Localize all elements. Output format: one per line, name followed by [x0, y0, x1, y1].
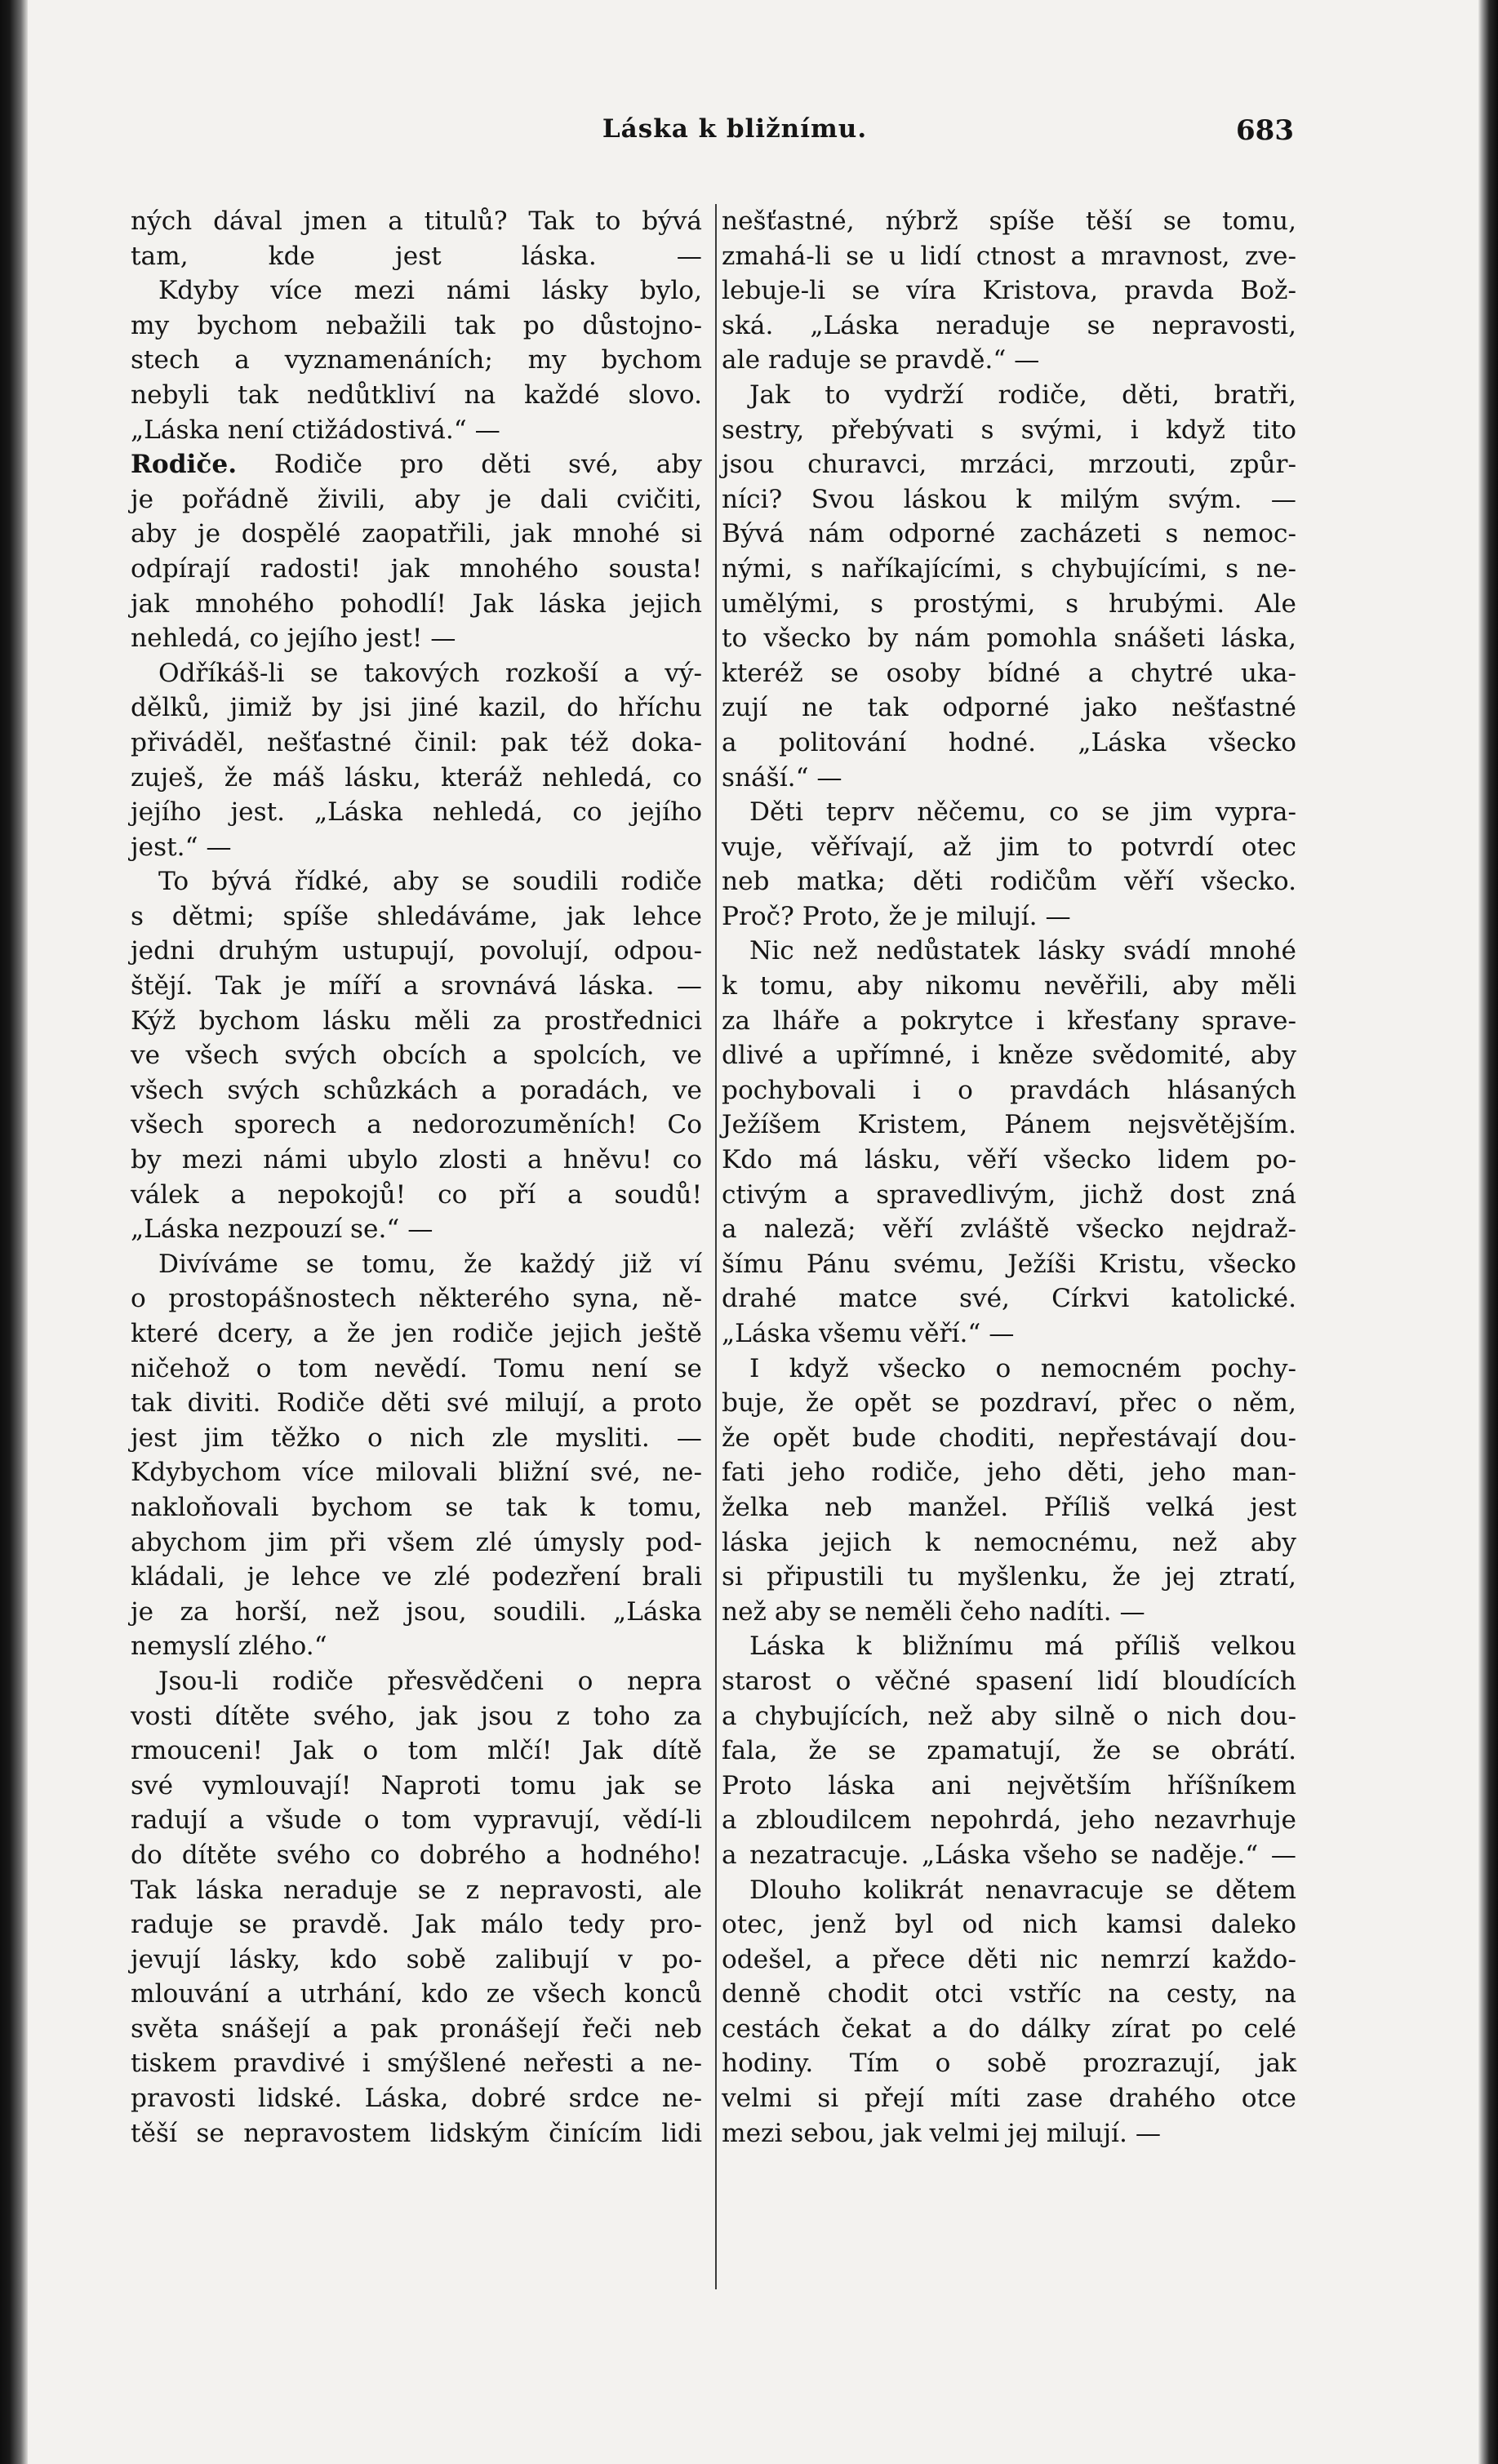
text-line: štějí. Tak je míří a srovnává láska. —	[131, 971, 702, 1001]
text-line: Nic než nedůstatek lásky svádí mnohé	[749, 936, 1296, 966]
text-line	[131, 447, 702, 482]
page-number: 683	[1236, 114, 1294, 147]
text-line: a politování hodné. „Láska všecko	[722, 727, 1296, 757]
text-line: jak mnohého pohodlí! Jak láska jejich	[131, 588, 702, 619]
text-line: „Láska nezpouzí se.“ —	[131, 1214, 433, 1245]
text-line: nehledá, co jejího jest! —	[131, 624, 456, 654]
text-line: Kdyby více mezi námi lásky bylo,	[158, 276, 702, 306]
section-heading: Rodiče.	[131, 450, 238, 480]
text-line: Děti teprv něčemu, co se jim vypra-	[749, 797, 1296, 828]
text-line: jevují lásky, kdo sobě zalibují v po-	[131, 1944, 702, 1974]
text-line: které dcery, a že jen rodiče jejich ještě	[131, 1319, 702, 1348]
text-line: všech sporech a nedorozuměních! Co	[131, 1110, 702, 1140]
line-rest: Rodiče pro děti své, aby	[237, 450, 702, 480]
text-line: jest jim těžko o nich zle mysliti. —	[131, 1423, 702, 1453]
text-line: odpírají radosti! jak mnohého sousta!	[131, 553, 702, 584]
text-line: láska jejich k nemocnému, než aby	[722, 1527, 1296, 1557]
text-line: všech svých schůzkách a poradách, ve	[131, 1075, 702, 1105]
text-line: my bychom nebažili tak po důstojno-	[131, 310, 702, 340]
text-line: Odříkáš-li se takových rozkoší a vý-	[158, 658, 702, 688]
text-line: dlivé a upřímné, i kněze svědomité, aby	[722, 1041, 1296, 1071]
text-line: umělými, s prostými, s hrubými. Ale	[722, 588, 1296, 619]
right-column	[722, 204, 1296, 2151]
text-line: starost o věčné spasení lidí bloudících	[722, 1666, 1296, 1696]
text-line: ská. „Láska neraduje se nepravosti,	[722, 310, 1296, 340]
text-line: a zbloudilcem nepohrdá, jeho nezavrhuje	[722, 1805, 1296, 1836]
page-edge-left	[0, 0, 28, 2464]
text-line: dělků, jimiž by jsi jiné kazil, do hříchu	[131, 693, 702, 723]
text-line: k tomu, aby nikomu nevěřili, aby měli	[722, 971, 1296, 1001]
text-line: válek a nepokojů! co pří a soudů!	[131, 1179, 702, 1210]
text-line: zmahá-li se u lidí ctnost a mravnost, zve-	[722, 241, 1296, 271]
text-line: tam, kde jest láska. —	[131, 241, 702, 271]
text-line: ctivým a spravedlivým, jichž dost zná	[722, 1179, 1296, 1210]
text-line: fati jeho rodiče, jeho děti, jeho man-	[722, 1458, 1296, 1488]
text-line: pochybovali i o pravdách hlásaných	[722, 1075, 1296, 1105]
text-line: To bývá řídké, aby se soudili rodiče	[158, 867, 702, 897]
text-line: a naleză; věří zvláště všecko nejdraž-	[722, 1214, 1296, 1245]
text-line: „Láska není ctižádostivá.“ —	[131, 415, 500, 445]
text-line: buje, že opět se pozdraví, přec o něm,	[722, 1388, 1296, 1418]
text-line: kteréž se osoby bídné a chytré uka-	[722, 658, 1296, 688]
column-divider	[715, 204, 717, 2289]
text-line: Kdo má lásku, věří všecko lidem po-	[722, 1145, 1296, 1175]
text-line: zuješ, že máš lásku, kteráž nehledá, co	[131, 762, 702, 792]
text-line: Proč? Proto, že je milují. —	[722, 901, 1071, 931]
text-line: s dětmi; spíše shledáváme, jak lehce	[131, 901, 702, 931]
text-line: Kýž bychom lásku měli za prostřednici	[131, 1006, 702, 1036]
text-line: jedni druhým ustupují, povolují, odpou-	[131, 936, 702, 966]
text-line: snáší.“ —	[722, 762, 842, 792]
text-line: jest.“ —	[131, 832, 232, 862]
text-line: ve všech svých obcích a spolcích, ve	[131, 1041, 702, 1071]
text-line: nebyli tak nedůtkliví na každé slovo.	[131, 380, 702, 410]
text-line: nešťastné, nýbrž spíše těší se tomu,	[722, 206, 1296, 236]
text-line: Láska k bližnímu má příliš velkou	[749, 1632, 1296, 1662]
text-line: Proto láska ani největším hříšníkem	[722, 1770, 1296, 1800]
text-line: nemyslí zlého.“	[131, 1632, 327, 1662]
text-line: denně chodit otci vstříc na cesty, na	[722, 1979, 1296, 2009]
text-line: zují ne tak odporné jako nešťastné	[722, 693, 1296, 723]
text-line: o prostopášnostech některého syna, ně-	[131, 1284, 702, 1314]
text-line: lebuje-li se víra Kristova, pravda Bož-	[722, 276, 1296, 306]
text-line: přiváděl, nešťastné činil: pak též doka-	[131, 727, 702, 757]
text-line: pravosti lidské. Láska, dobré srdce ne-	[131, 2084, 702, 2114]
text-line: Divíváme se tomu, že každý již ví	[158, 1249, 702, 1279]
text-line: hodiny. Tím o sobě prozrazují, jak	[722, 2049, 1296, 2079]
text-line: cestách čekat a do dálky zírat po celé	[722, 2013, 1296, 2044]
text-line: Ježíšem Kristem, Pánem nejsvětějším.	[722, 1110, 1296, 1140]
text-line: a nezatracuje. „Láska všeho se naděje.“ —	[722, 1840, 1296, 1870]
text-line: jejího jest. „Láska nehledá, co jejího	[131, 797, 702, 828]
text-line: aby je dospělé zaopatřili, jak mnohé si	[131, 519, 702, 549]
text-line: to všecko by nám pomohla snášeti láska,	[722, 624, 1296, 654]
page-edge-right	[1478, 0, 1498, 2464]
text-line: Bývá nám odporné zacházeti s nemoc-	[722, 519, 1296, 549]
text-line: abychom jim při všem zlé úmysly pod-	[131, 1527, 702, 1557]
text-line: níci? Svou láskou k milým svým. —	[722, 484, 1296, 514]
text-line: odešel, a přece děti nic nemrzí každo-	[722, 1944, 1296, 1974]
text-line: světa snášejí a pak pronášejí řeči neb	[131, 2013, 702, 2044]
text-line: fala, že se zpamatují, že se obrátí.	[722, 1736, 1296, 1766]
text-line: ale raduje se pravdě.“ —	[722, 345, 1040, 375]
text-line: vuje, věřívají, až jim to potvrdí otec	[722, 832, 1296, 862]
text-line: je za horší, než jsou, soudili. „Láska	[131, 1596, 702, 1627]
text-line: Jsou-li rodiče přesvědčeni o nepra	[158, 1666, 702, 1696]
text-line: otec, jenž byl od nich kamsi daleko	[722, 1910, 1296, 1940]
text-line: za lháře a pokrytce i křesťany sprave-	[722, 1006, 1296, 1036]
text-line: Jak to vydrží rodiče, děti, bratři,	[749, 380, 1296, 410]
text-line: tak diviti. Rodiče děti své milují, a proto	[131, 1388, 702, 1418]
text-line: tiskem pravdivé i smýšlené neřesti a ne-	[131, 2049, 702, 2079]
text-line: je pořádně živili, aby je dali cvičiti,	[131, 484, 702, 514]
text-line: Tak láska neraduje se z nepravosti, ale	[131, 1875, 702, 1905]
text-line: mlouvání a utrhání, kdo ze všech konců	[131, 1979, 702, 2009]
text-line: Dlouho kolikrát nenavracuje se dětem	[749, 1875, 1296, 1905]
text-line: velmi si přejí míti zase drahého otce	[722, 2084, 1296, 2114]
text-line: šímu Pánu svému, Ježíši Kristu, všecko	[722, 1249, 1296, 1279]
text-line: radují a všude o tom vypravují, vědí-li	[131, 1805, 702, 1836]
text-line: těší se nepravostem lidským činícím lidi	[131, 2118, 702, 2148]
text-line: než aby se neměli čeho nadíti. —	[722, 1596, 1145, 1627]
text-line: nakloňovali bychom se tak k tomu,	[131, 1492, 702, 1522]
text-line: neb matka; děti rodičům věří všecko.	[722, 867, 1296, 897]
text-line: a chybujících, než aby silně o nich dou-	[722, 1701, 1296, 1731]
running-head-title: Láska k bližnímu.	[602, 114, 868, 144]
text-line: ných dával jmen a titulů? Tak to bývá	[131, 206, 702, 236]
text-line: jsou churavci, mrzáci, mrzouti, způr-	[722, 450, 1296, 480]
text-line: si připustili tu myšlenku, že jej ztratí,	[722, 1562, 1296, 1592]
text-line: raduje se pravdě. Jak málo tedy pro-	[131, 1910, 702, 1940]
text-line: drahé matce své, Církvi katolické.	[722, 1284, 1296, 1314]
text-line: do dítěte svého co dobrého a hodného!	[131, 1840, 702, 1870]
text-line: by mezi námi ubylo zlosti a hněvu! co	[131, 1145, 702, 1175]
text-line: želka neb manžel. Příliš velká jest	[722, 1492, 1296, 1522]
text-line: mezi sebou, jak velmi jej milují. —	[722, 2118, 1162, 2148]
left-column	[131, 204, 702, 2151]
text-line: své vymlouvají! Naproti tomu jak se	[131, 1770, 702, 1800]
text-line: Kdybychom více milovali bližní své, ne-	[131, 1458, 702, 1488]
text-line: rmouceni! Jak o tom mlčí! Jak dítě	[131, 1736, 702, 1766]
text-line: „Láska všemu věří.“ —	[722, 1319, 1015, 1348]
text-line: vosti dítěte svého, jak jsou z toho za	[131, 1701, 702, 1731]
text-line: že opět bude choditi, nepřestávají dou-	[722, 1423, 1296, 1453]
text-line: I když všecko o nemocném pochy-	[749, 1353, 1296, 1383]
text-line: sestry, přebývati s svými, i když tito	[722, 415, 1296, 445]
text-line: kládali, je lehce ve zlé podezření brali	[131, 1562, 702, 1592]
text-line: nými, s naříkajícími, s chybujícími, s ne-	[722, 553, 1296, 584]
text-line: stech a vyznamenáních; my bychom	[131, 345, 702, 375]
text-line: ničehož o tom nevědí. Tomu není se	[131, 1353, 702, 1383]
